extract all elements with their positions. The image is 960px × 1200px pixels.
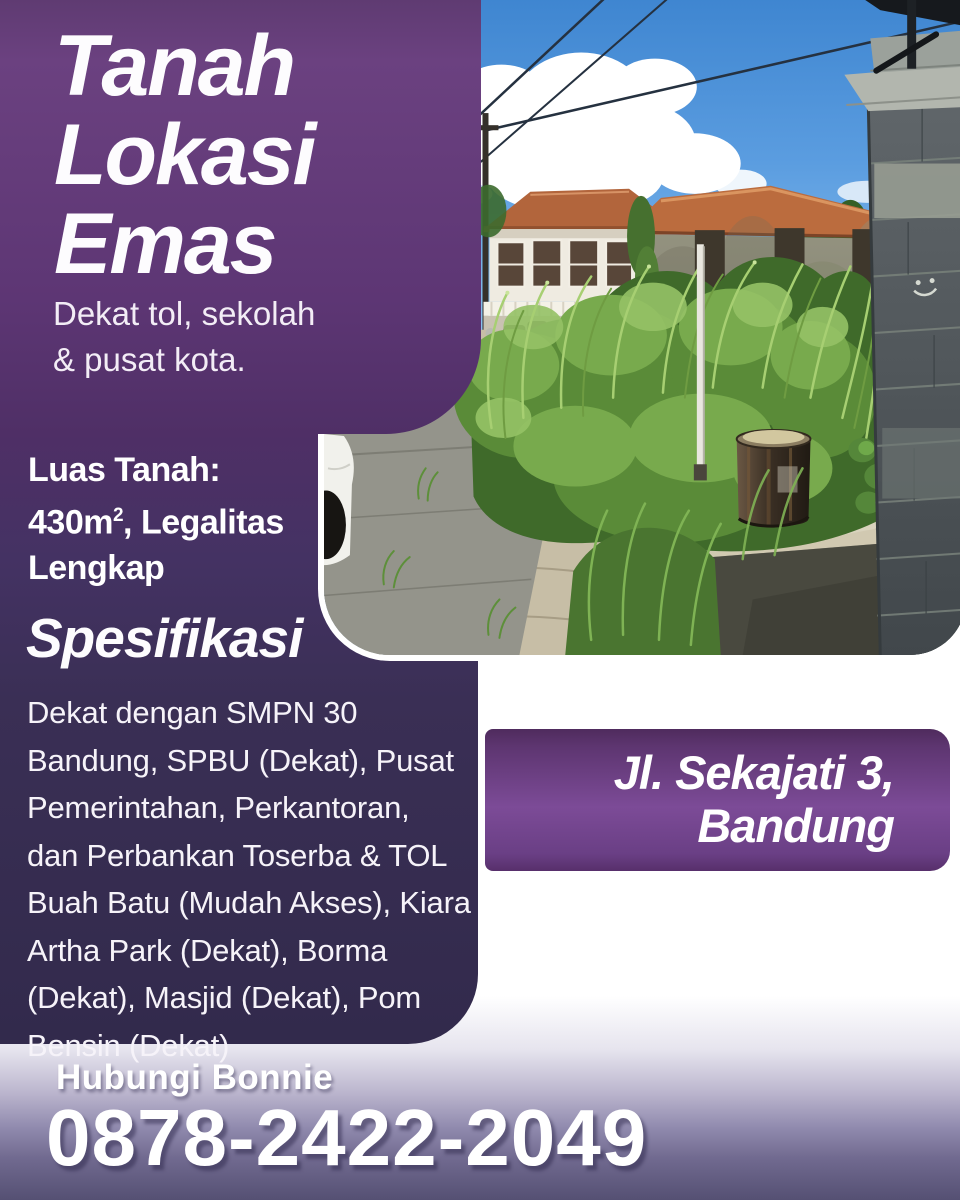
contact-phone: 0878-2422-2049	[46, 1093, 648, 1182]
spec-line: Buah Batu (Mudah Akses), Kiara	[27, 885, 471, 920]
spec-line: dan Perbankan Toserba & TOL	[27, 837, 448, 873]
title-line: Tanah	[54, 18, 295, 114]
land-info	[28, 447, 284, 591]
spec-line: Artha Park (Dekat), Borma	[27, 932, 388, 968]
spec-line: (Dekat), Masjid (Dekat), Pom	[27, 980, 422, 1015]
spec-line: Bensin (Dekat)	[27, 1027, 230, 1063]
barrel	[737, 430, 811, 526]
page-title	[0, 0, 481, 292]
title-panel	[0, 0, 481, 434]
spec-line: Pemerintahan, Perkantoran,	[27, 790, 410, 825]
parked-car	[324, 434, 354, 565]
address-line: Bandung	[697, 799, 894, 852]
title-line: Lokasi	[54, 107, 315, 203]
subtitle	[53, 291, 315, 383]
spec-body	[27, 689, 471, 1069]
land-area-label: Luas Tanah:	[28, 451, 221, 489]
contact-name: Hubungi Bonnie	[56, 1058, 334, 1097]
subtitle-line: & pusat kota.	[53, 341, 246, 378]
land-area-value: $430m^2$, Legalitas	[28, 503, 284, 542]
title-line: Emas	[54, 196, 276, 292]
spec-line: Dekat dengan SMPN 30	[27, 695, 358, 730]
land-legal-label: Lengkap	[28, 549, 165, 588]
spec-heading: Spesifikasi	[26, 607, 303, 669]
address-banner	[485, 729, 950, 871]
spec-line: Bandung, SPBU (Dekat), Pusat	[27, 742, 454, 778]
subtitle-line: Dekat tol, sekolah	[53, 295, 316, 332]
address-line: Jl. Sekajati 3,	[613, 746, 894, 799]
